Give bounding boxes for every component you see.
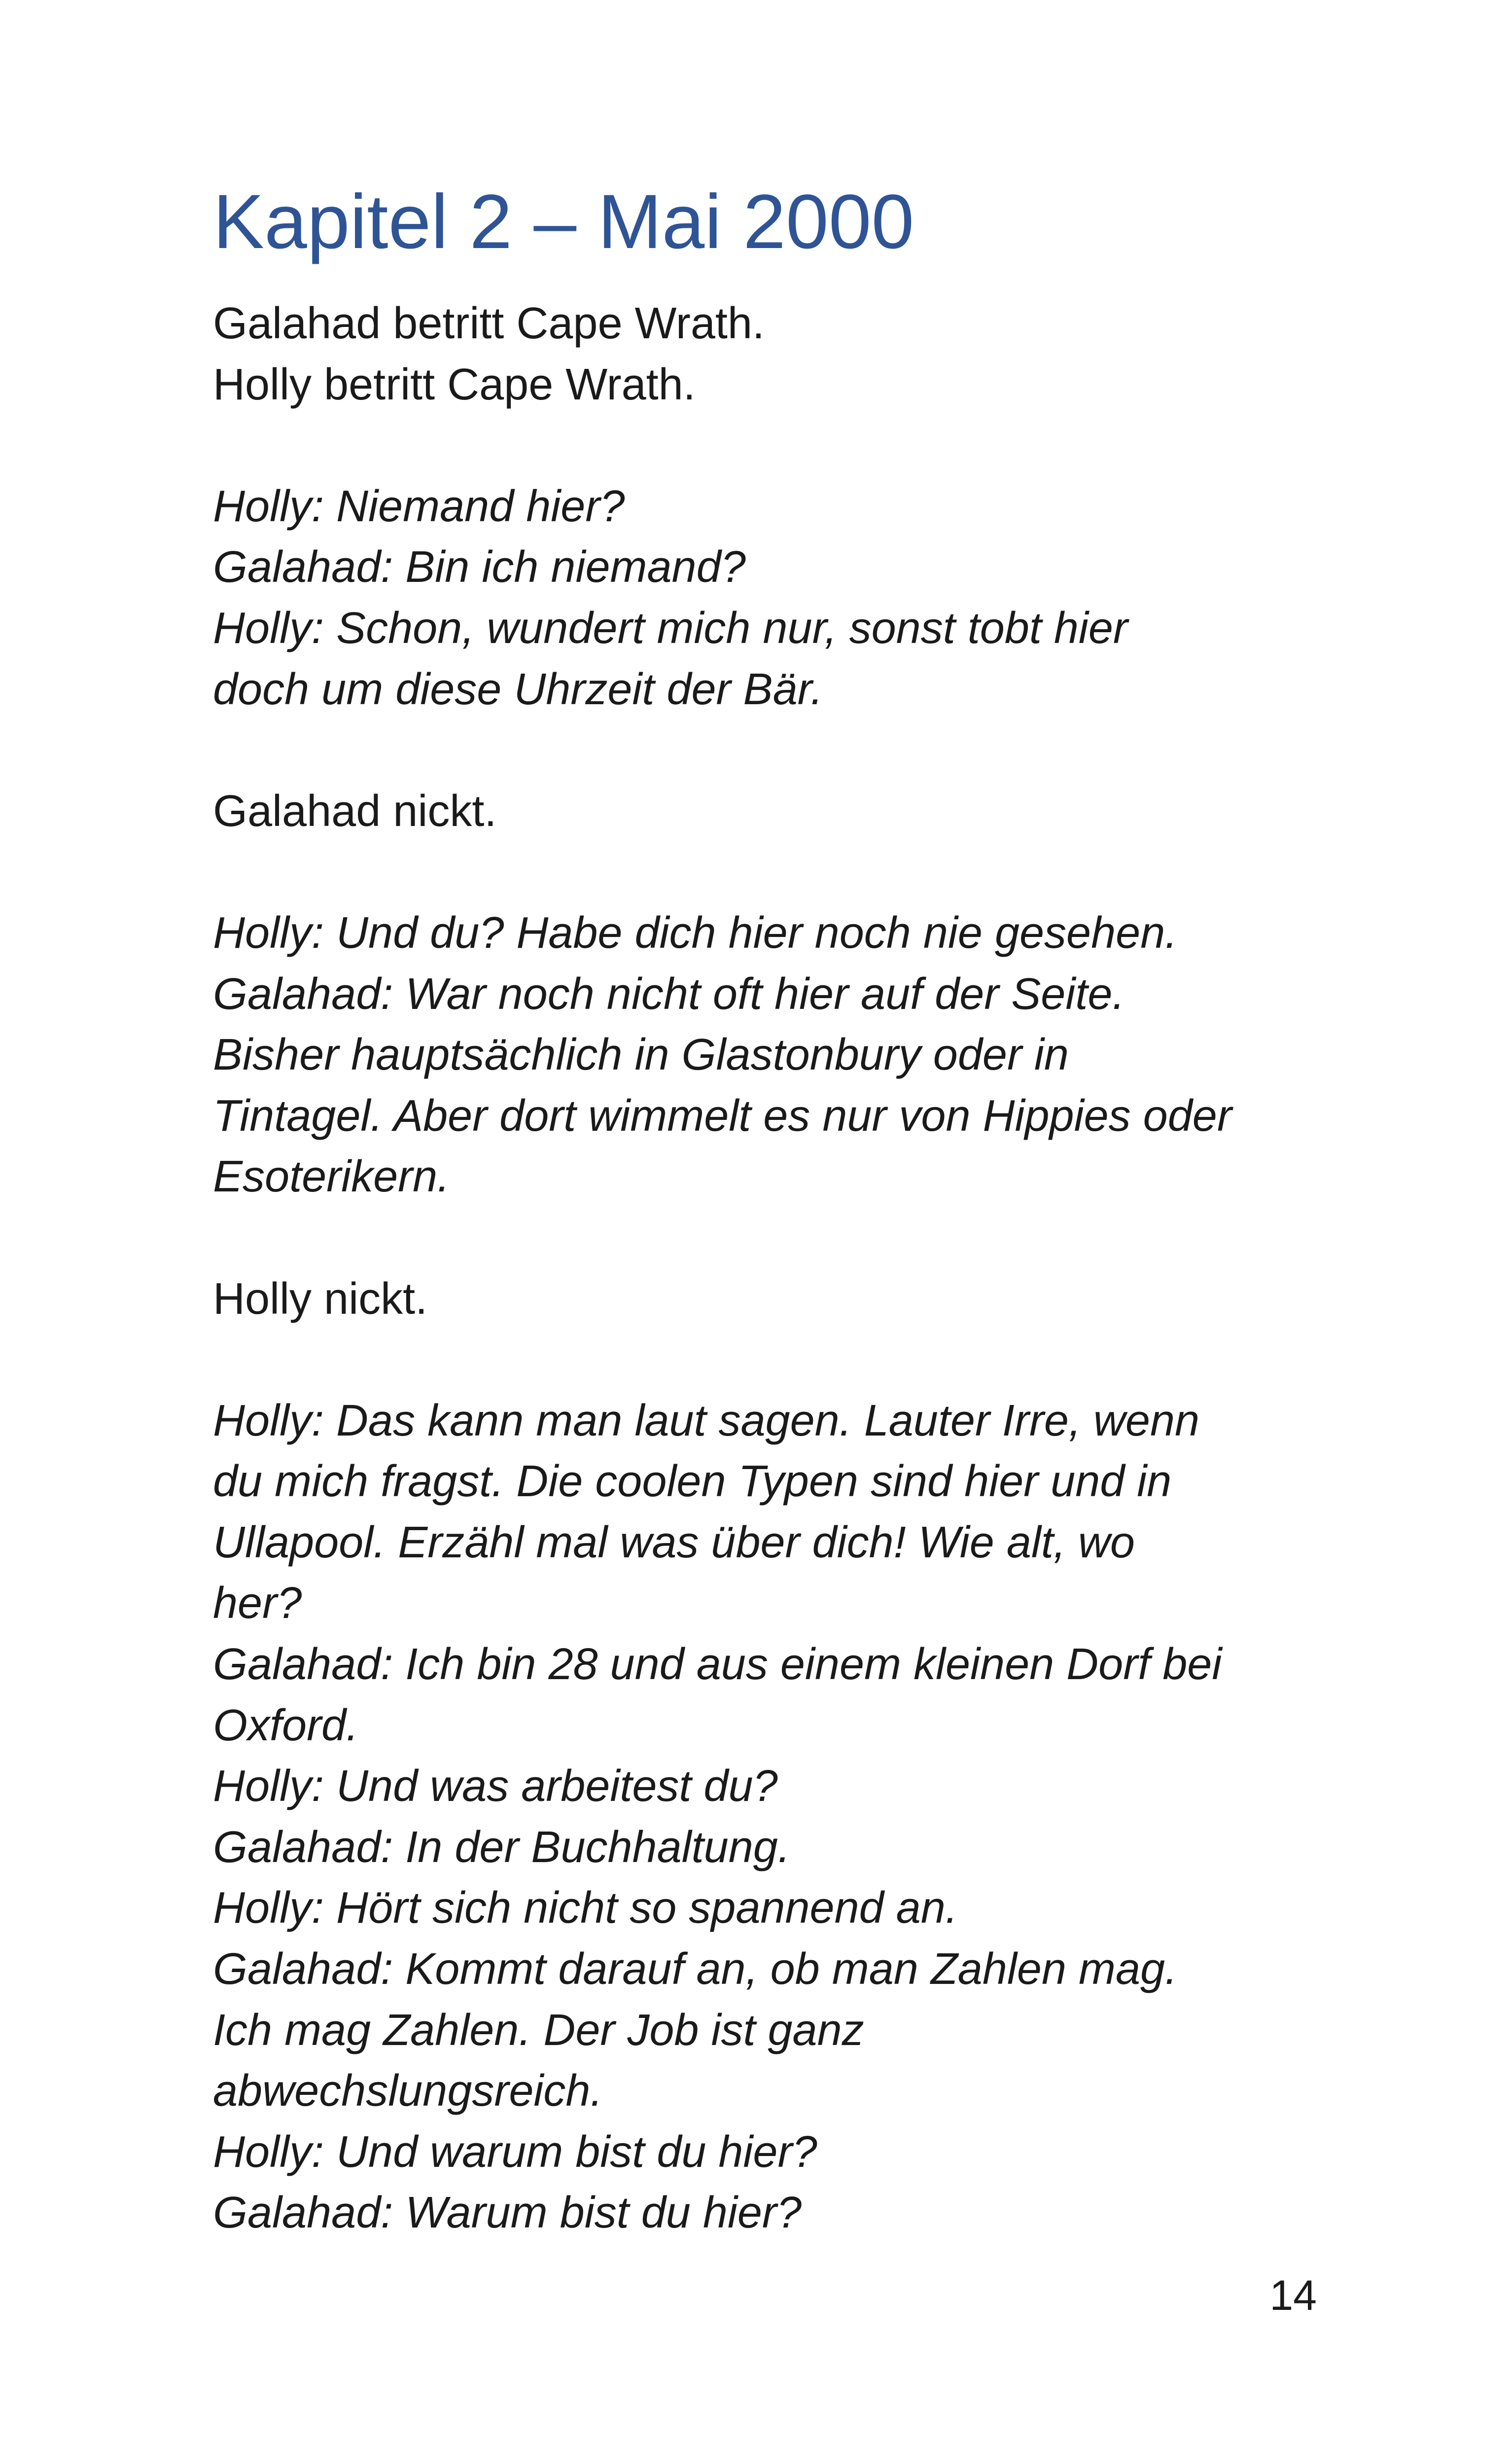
dialogue-line: her? [213, 1579, 302, 1628]
body-text [213, 293, 1327, 2244]
dialogue-line: Galahad: Bin ich niemand? [213, 542, 746, 592]
paragraph-gap [213, 842, 1327, 903]
dialogue-line: Tintagel. Aber dort wimmelt es nur von Hippies oder [213, 1091, 1232, 1141]
dialogue-line: du mich fragst. Die coolen Typen sind hier und in [213, 1457, 1172, 1507]
paragraph-gap [213, 720, 1327, 781]
dialogue-line: Holly: Und warum bist du hier? [213, 2127, 817, 2177]
dialogue-line: Holly: Und was arbeitest du? [213, 1762, 778, 1811]
dialogue-line: Ullapool. Erzähl mal was über dich! Wie alt, wo [213, 1517, 1135, 1567]
narration-line: Galahad betritt Cape Wrath. [213, 299, 765, 348]
paragraph-gap [213, 1330, 1327, 1391]
dialogue-line: Galahad: Kommt darauf an, ob man Zahlen mag. [213, 1944, 1178, 1994]
dialogue-line: Holly: Niemand hier? [213, 481, 625, 531]
chapter-title: Kapitel 2 – Mai 2000 [213, 179, 914, 265]
paragraph-gap [213, 415, 1327, 476]
dialogue-line: Holly: Das kann man laut sagen. Lauter Irre, wenn [213, 1396, 1200, 1445]
dialogue-line: Holly: Und du? Habe dich hier noch nie gesehen. [213, 908, 1178, 958]
paragraph-gap [213, 1208, 1327, 1269]
narration-line: Holly betritt Cape Wrath. [213, 360, 696, 409]
page-number: 14 [1269, 2272, 1317, 2319]
dialogue-line: Holly: Schon, wundert mich nur, sonst tobt hier [213, 603, 1128, 653]
dialogue-line: Galahad: In der Buchhaltung. [213, 1822, 790, 1872]
dialogue-line: Holly: Hört sich nicht so spannend an. [213, 1883, 958, 1933]
dialogue-line: Galahad: Ich bin 28 und aus einem kleinen Dorf bei [213, 1640, 1222, 1690]
dialogue-line: Bisher hauptsächlich in Glastonbury oder in [213, 1030, 1069, 1080]
dialogue-line: Esoterikern. [213, 1152, 450, 1202]
dialogue-line: Galahad: Warum bist du hier? [213, 2188, 802, 2238]
dialogue-line: doch um diese Uhrzeit der Bär. [213, 664, 823, 714]
dialogue-line: abwechslungsreich. [213, 2066, 603, 2116]
dialogue-line: Ich mag Zahlen. Der Job ist ganz [213, 2005, 864, 2055]
narration-line: Holly nickt. [213, 1274, 428, 1324]
dialogue-line: Oxford. [213, 1700, 359, 1750]
dialogue-line: Galahad: War noch nicht oft hier auf der Seite. [213, 969, 1125, 1019]
narration-line: Galahad nickt. [213, 786, 497, 836]
